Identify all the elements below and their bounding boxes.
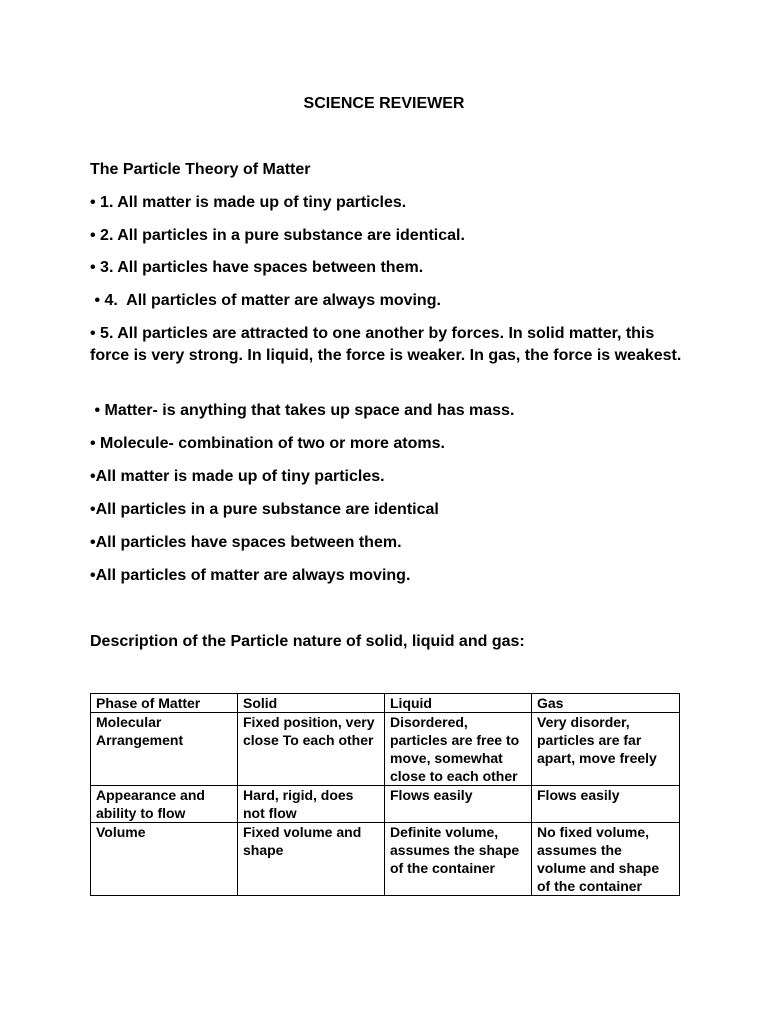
table-cell: Flows easily	[385, 786, 532, 823]
summary-point-1: •All matter is made up of tiny particles.	[90, 468, 385, 485]
header-cell: Gas	[532, 694, 680, 713]
table-cell: Appearance and ability to flow	[91, 786, 238, 823]
table-cell: Definite volume, assumes the shape of the container	[385, 823, 532, 896]
point-1: • 1. All matter is made up of tiny particles.	[90, 194, 407, 211]
section-heading: The Particle Theory of Matter	[90, 161, 311, 178]
summary-point-4: •All particles of matter are always moving.	[90, 567, 411, 584]
table-row	[91, 713, 680, 786]
point-2: • 2. All particles in a pure substance are identical.	[90, 227, 465, 244]
table-cell: Flows easily	[532, 786, 680, 823]
table-header-row	[91, 694, 680, 713]
table-row	[91, 786, 680, 823]
table-cell: Disordered, particles are free to move, somewhat close to each other	[385, 713, 532, 786]
summary-point-3: •All particles have spaces between them.	[90, 534, 402, 551]
table-cell: No fixed volume, assumes the volume and shape of the container	[532, 823, 680, 896]
table-cell: Fixed position, very close To each other	[238, 713, 385, 786]
header-cell: Phase of Matter	[91, 694, 238, 713]
table-cell: Volume	[91, 823, 238, 896]
header-cell: Solid	[238, 694, 385, 713]
point-5: • 5. All particles are attracted to one another by forces. In solid matter, this force is very strong. In liquid, the force is weaker. In gas, the force is weakest.	[90, 325, 682, 364]
table-caption: Description of the Particle nature of solid, liquid and gas:	[90, 633, 525, 650]
table-cell: Hard, rigid, does not flow	[238, 786, 385, 823]
table-row	[91, 823, 680, 896]
molecule-definition: • Molecule- combination of two or more atoms.	[90, 435, 445, 452]
point-4: • 4. All particles of matter are always moving.	[90, 292, 441, 309]
header-cell: Liquid	[385, 694, 532, 713]
document-title: SCIENCE REVIEWER	[303, 95, 465, 112]
table-cell: Very disorder, particles are far apart, move freely	[532, 713, 680, 786]
summary-point-2: •All particles in a pure substance are identical	[90, 501, 439, 518]
table-cell: Molecular Arrangement	[91, 713, 238, 786]
point-3: • 3. All particles have spaces between them.	[90, 259, 424, 276]
table-cell: Fixed volume and shape	[238, 823, 385, 896]
matter-definition: • Matter- is anything that takes up space and has mass.	[90, 402, 515, 419]
phases-table	[90, 693, 680, 896]
